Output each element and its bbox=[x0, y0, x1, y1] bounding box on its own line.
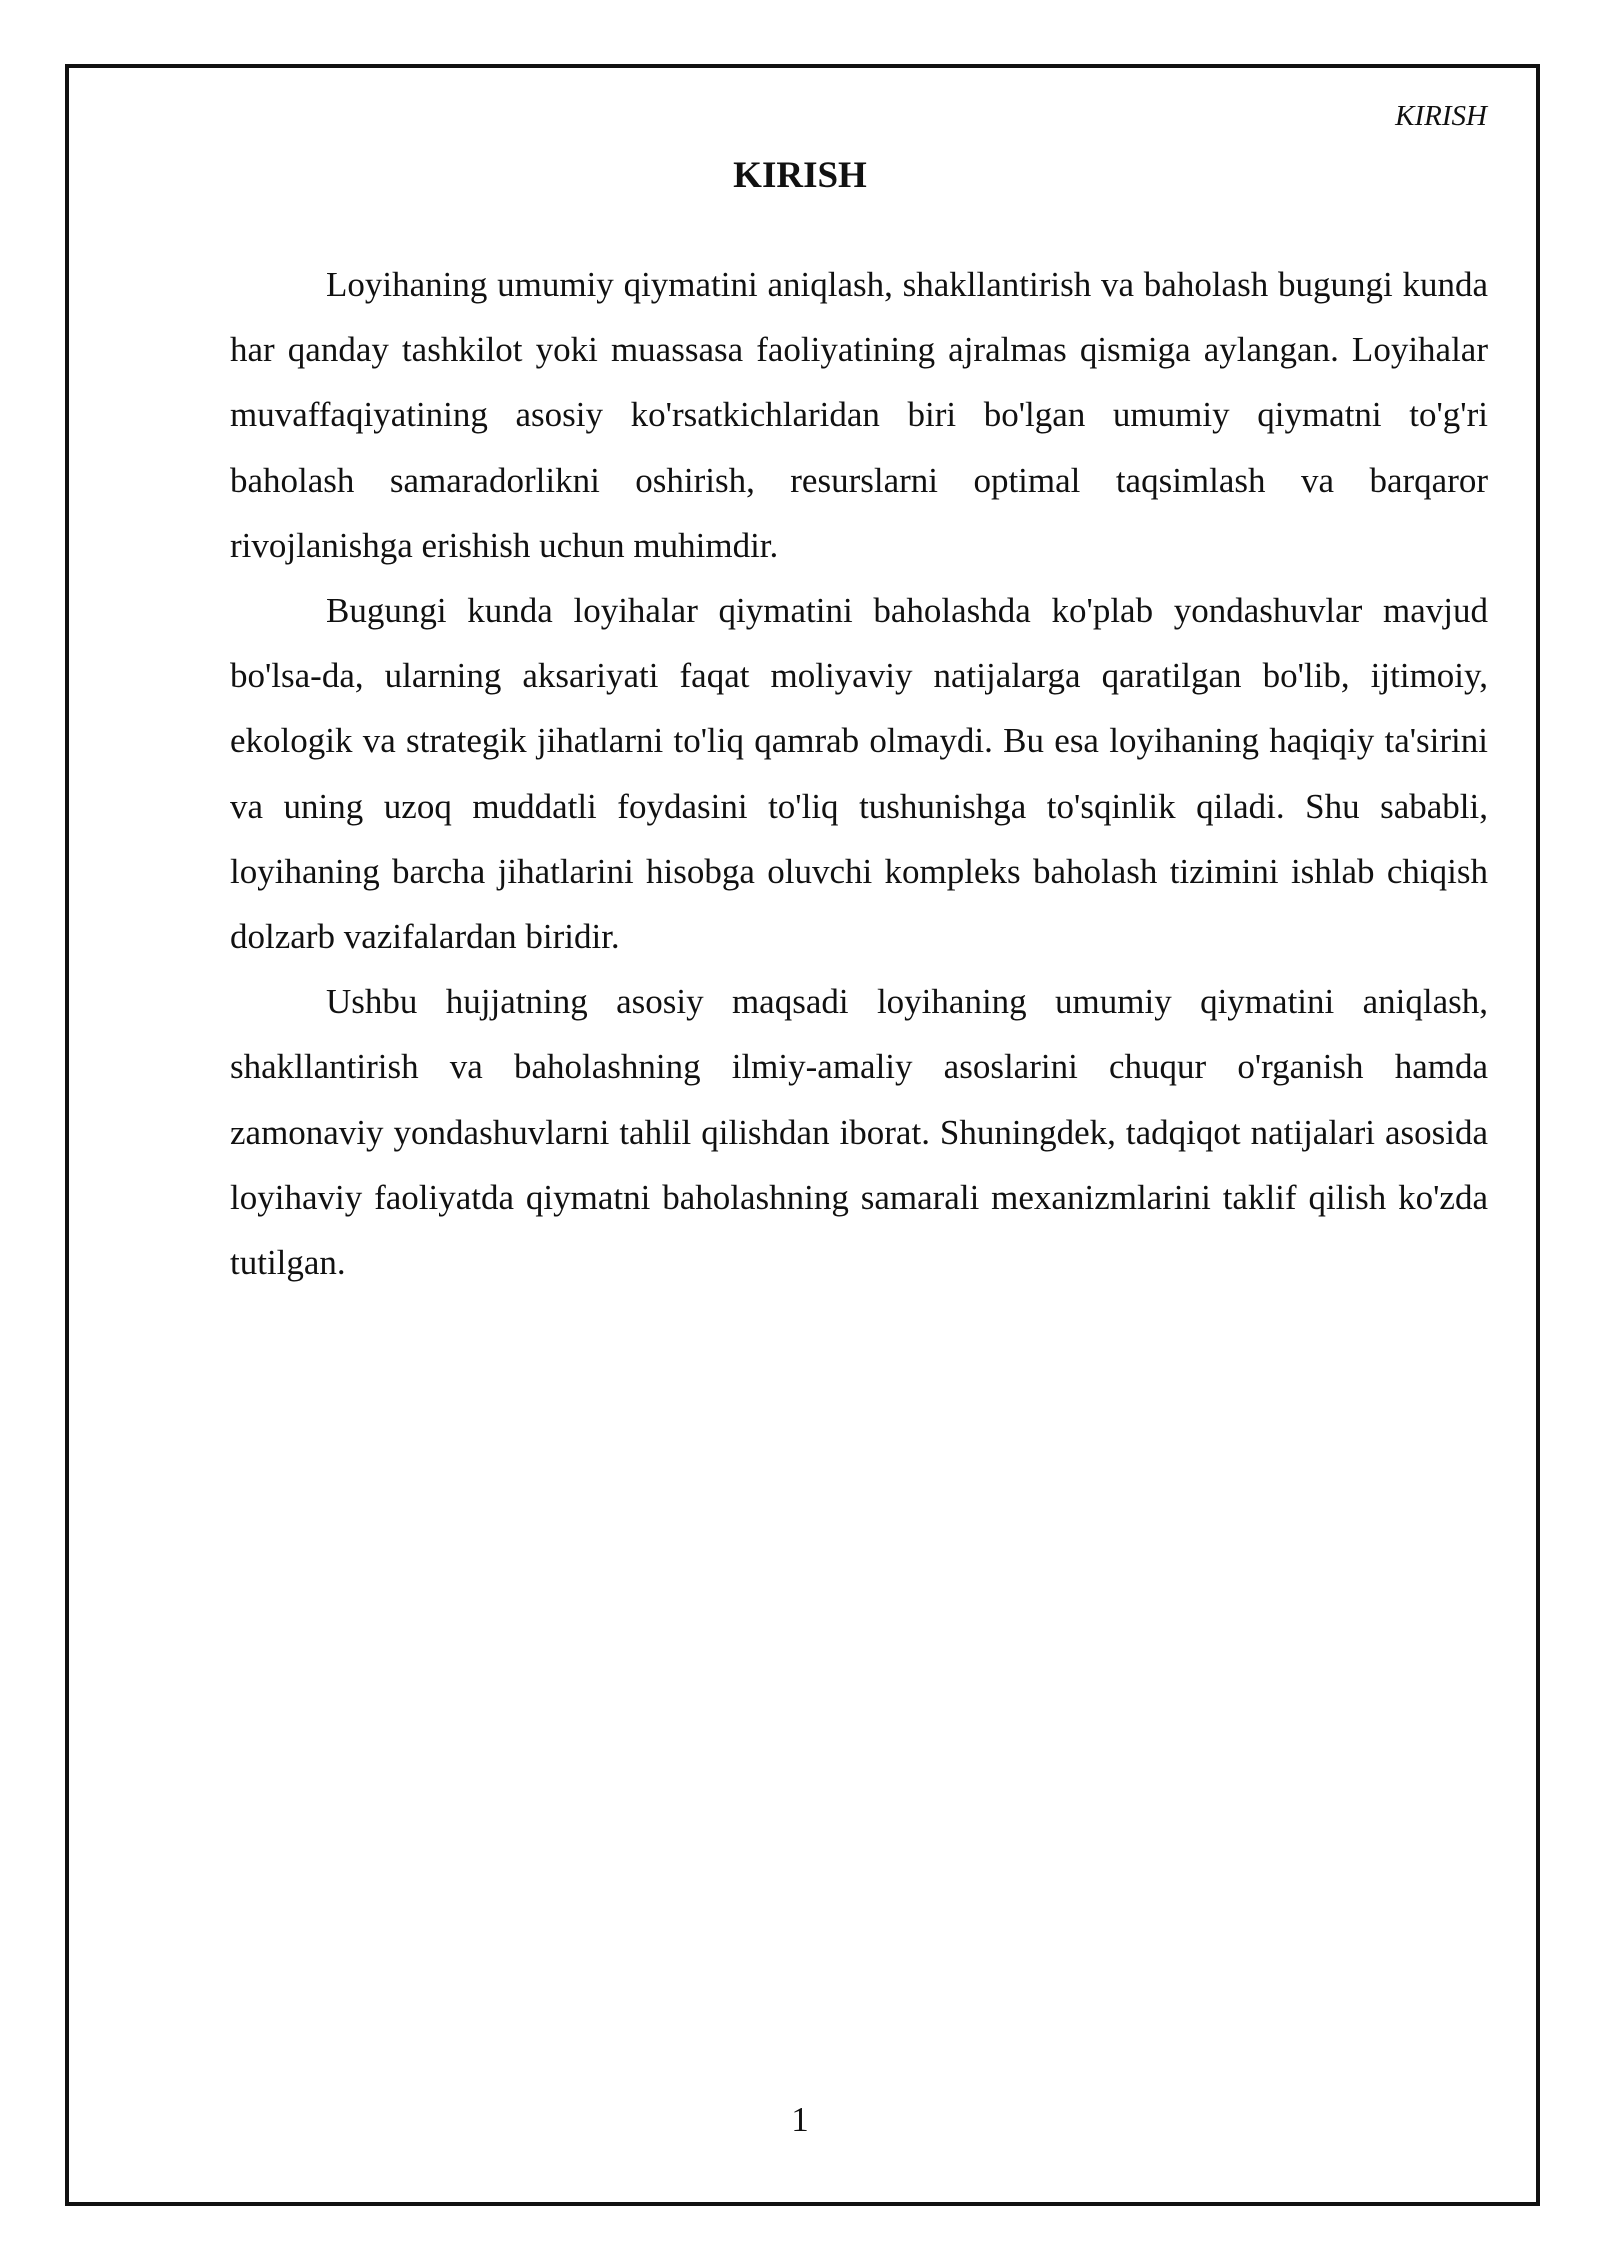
running-header: KIRISH bbox=[1395, 100, 1487, 132]
paragraph-2: Bugungi kunda loyihalar qiymatini baholashda ko'plab yondashuvlar mavjud bo'lsa-da, ularning aksariyati faqat moliyaviy natijalarga qaratilgan bo'lib, ijtimoiy, ekologik va strategik jihatlarni to'liq qamrab olmaydi. Bu esa loyihaning haqiqiy ta'sirini va uning uzoq muddatli foydasini to'liq tushunishga to'sqinlik qiladi. Shu sababli, loyihaning barcha jihatlarini hisobga oluvchi kompleks baholash tizimini ishlab chiqish dolzarb vazifalardan biridir. bbox=[230, 591, 1488, 957]
paragraph-3: Ushbu hujjatning asosiy maqsadi loyihaning umumiy qiymatini aniqlash, shakllantirish va baholashning ilmiy-amaliy asoslarini chuqur o'rganish hamda zamonaviy yondashuvlarni tahlil qilishdan iborat. Shuningdek, tadqiqot natijalari asosida loyihaviy faoliyatda qiymatni baholashning samarali mexanizmlarini taklif qilish ko'zda tutilgan. bbox=[230, 982, 1488, 1283]
paragraph-1: Loyihaning umumiy qiymatini aniqlash, shakllantirish va baholash bugungi kunda har qanday tashkilot yoki muassasa faoliyatining ajralmas qismiga aylangan. Loyihalar muvaffaqiyatining asosiy ko'rsatkichlaridan biri bo'lgan umumiy qiymatni to'g'ri baholash samaradorlikni oshirish, resurslarni optimal taqsimlash va barqaror rivojlanishga erishish uchun muhimdir. bbox=[230, 265, 1488, 565]
page-number: 1 bbox=[791, 2100, 809, 2139]
body-text bbox=[230, 252, 1488, 1295]
page-title: KIRISH bbox=[733, 155, 867, 196]
